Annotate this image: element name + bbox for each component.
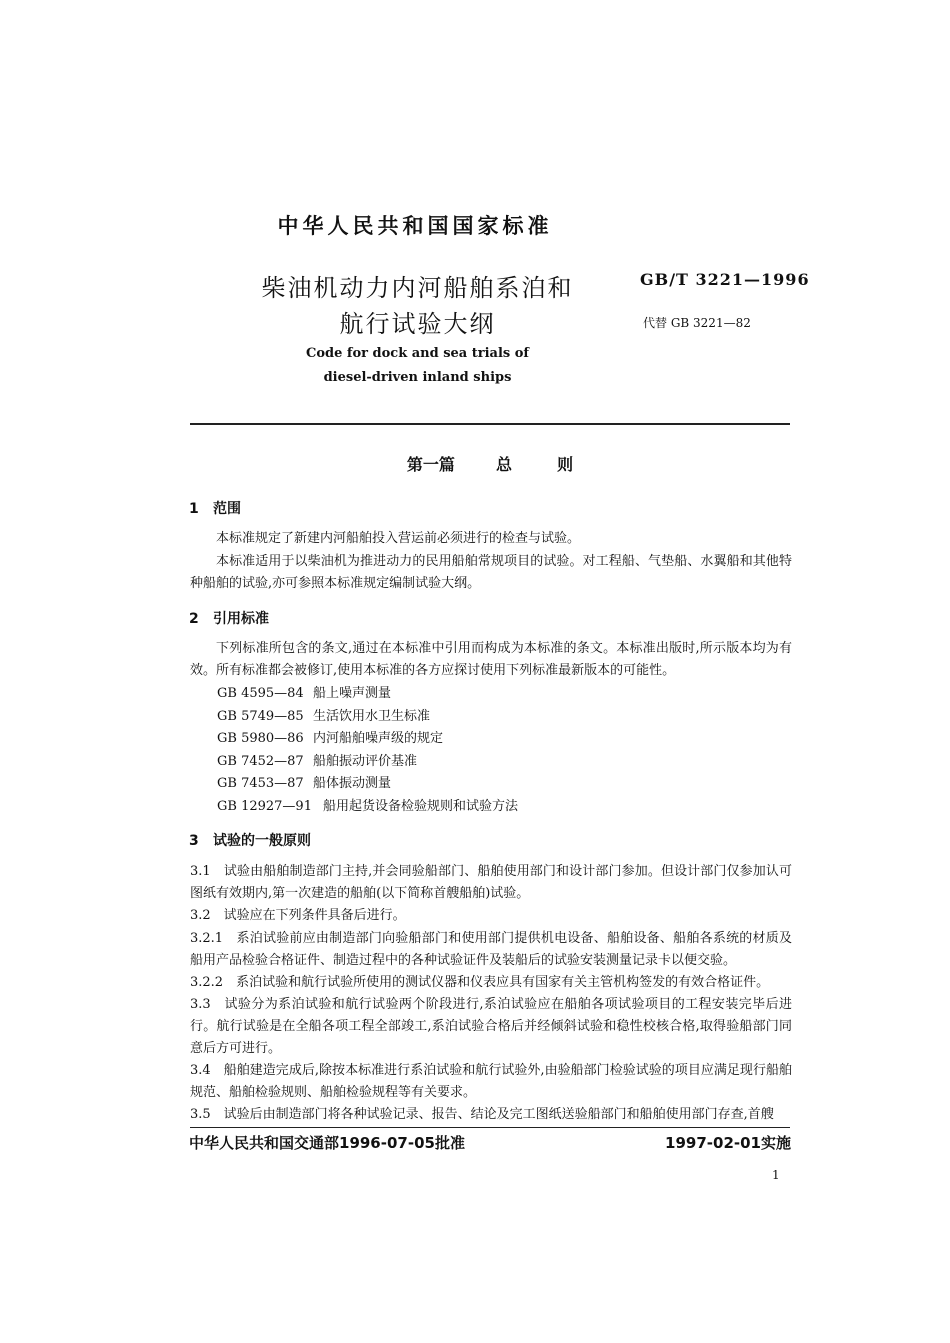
section-1-number: 1 [189,501,199,517]
approval-line: 中华人民共和国交通部1996-07-05批准 [189,1134,465,1152]
reference-title: 内河船舶噪声级的规定 [313,731,444,746]
section-1-heading [189,498,241,518]
footer-divider [190,1127,790,1128]
reference-title: 生活饮用水卫生标准 [313,708,431,724]
section-1-paragraph-1: 本标准规定了新建内河船舶投入营运前必须进行的检查与试验。 [216,531,581,546]
reference-item [217,728,518,751]
reference-item [217,751,518,774]
section-3-heading [189,830,311,850]
part-title-word-2: 则 [557,455,574,474]
national-standard-header: 中华人民共和国国家标准 [277,214,553,238]
english-title-line-2: diesel-driven inland ships [323,370,512,385]
part-title [0,452,950,475]
reference-item [217,706,518,729]
part-title-word-1: 总 [495,455,512,474]
section-2-paragraph-1: 下列标准所包含的条文,通过在本标准中引用而构成为本标准的条文。本标准出版时,所示版本均为有效。所有标准都会被修订,使用本标准的各方应探讨使用下列标准最新版本的可能性。 [190,641,792,678]
clause-3-2-2: 3.2.2 系泊试验和航行试验所使用的测试仪器和仪表应具有国家有关主管机构签发的有效合格证件。 [190,975,770,990]
section-3-number: 3 [189,833,199,849]
clause-3-2: 3.2 试验应在下列条件具备后进行。 [190,908,406,923]
reference-title: 船用起货设备检验规则和试验方法 [323,798,519,814]
supersedes-note: 代替 GB 3221—82 [643,316,751,330]
reference-code: GB 5980—86 [217,731,304,746]
reference-code: GB 7452—87 [217,753,304,769]
clause-3-3: 3.3 试验分为系泊试验和航行试验两个阶段进行,系泊试验应在船舶各项试验项目的工程安装完毕后进行。航行试验是在全船各项工程全部竣工,系泊试验合格后并经倾斜试验和稳性校核合格,取得验船部门同意后方可进行。 [190,997,792,1056]
effective-date: 1997-02-01实施 [665,1134,791,1152]
header-divider [190,423,790,425]
reference-title: 船体振动测量 [313,776,392,791]
normative-references-list [217,683,518,818]
page-number: 1 [772,1168,780,1182]
clause-3-4: 3.4 船舶建造完成后,除按本标准进行系泊试验和航行试验外,由验船部门检验试验的项目应满足现行船舶规范、船舶检验规则、船舶检验规程等有关要求。 [190,1063,792,1100]
section-1-paragraph-2: 本标准适用于以柴油机为推进动力的民用船舶常规项目的试验。对工程船、气垫船、水翼船和其他特种船舶的试验,亦可参照本标准规定编制试验大纲。 [190,554,792,591]
clause-3-5: 3.5 试验后由制造部门将各种试验记录、报告、结论及完工图纸送验船部门和船舶使用部门存查,首艘 [190,1107,774,1122]
document-title-line-2: 航行试验大纲 [339,310,496,338]
reference-title: 船上噪声测量 [313,686,392,701]
reference-code: GB 7453—87 [217,776,304,791]
section-2-number: 2 [189,611,199,627]
part-title-number: 第一篇 [406,455,455,474]
reference-item [217,683,518,706]
standard-number: GB/T 3221—1996 [640,270,810,289]
reference-title: 船舶振动评价基准 [313,753,418,769]
section-2-title: 引用标准 [213,611,269,627]
section-2-heading [189,608,269,628]
english-title-line-1: Code for dock and sea trials of [305,346,530,361]
reference-code: GB 5749—85 [217,708,304,724]
reference-code: GB 4595—84 [217,686,304,701]
clause-3-2-1: 3.2.1 系泊试验前应由制造部门向验船部门和使用部门提供机电设备、船舶设备、船舶各系统的材质及船用产品检验合格证件、制造过程中的各种试验证件及装船后的试验安装测量记录卡以便交验。 [190,931,792,968]
reference-code: GB 12927—91 [217,798,312,814]
section-1-title: 范围 [213,501,241,517]
section-3-title: 试验的一般原则 [213,833,311,849]
document-title-line-1: 柴油机动力内河船舶系泊和 [261,274,574,302]
reference-item [217,796,518,819]
reference-item [217,773,518,796]
clause-3-1: 3.1 试验由船舶制造部门主持,并会同验船部门、船舶使用部门和设计部门参加。但设计部门仅参加认可图纸有效期内,第一次建造的船舶(以下简称首艘船舶)试验。 [190,864,792,901]
